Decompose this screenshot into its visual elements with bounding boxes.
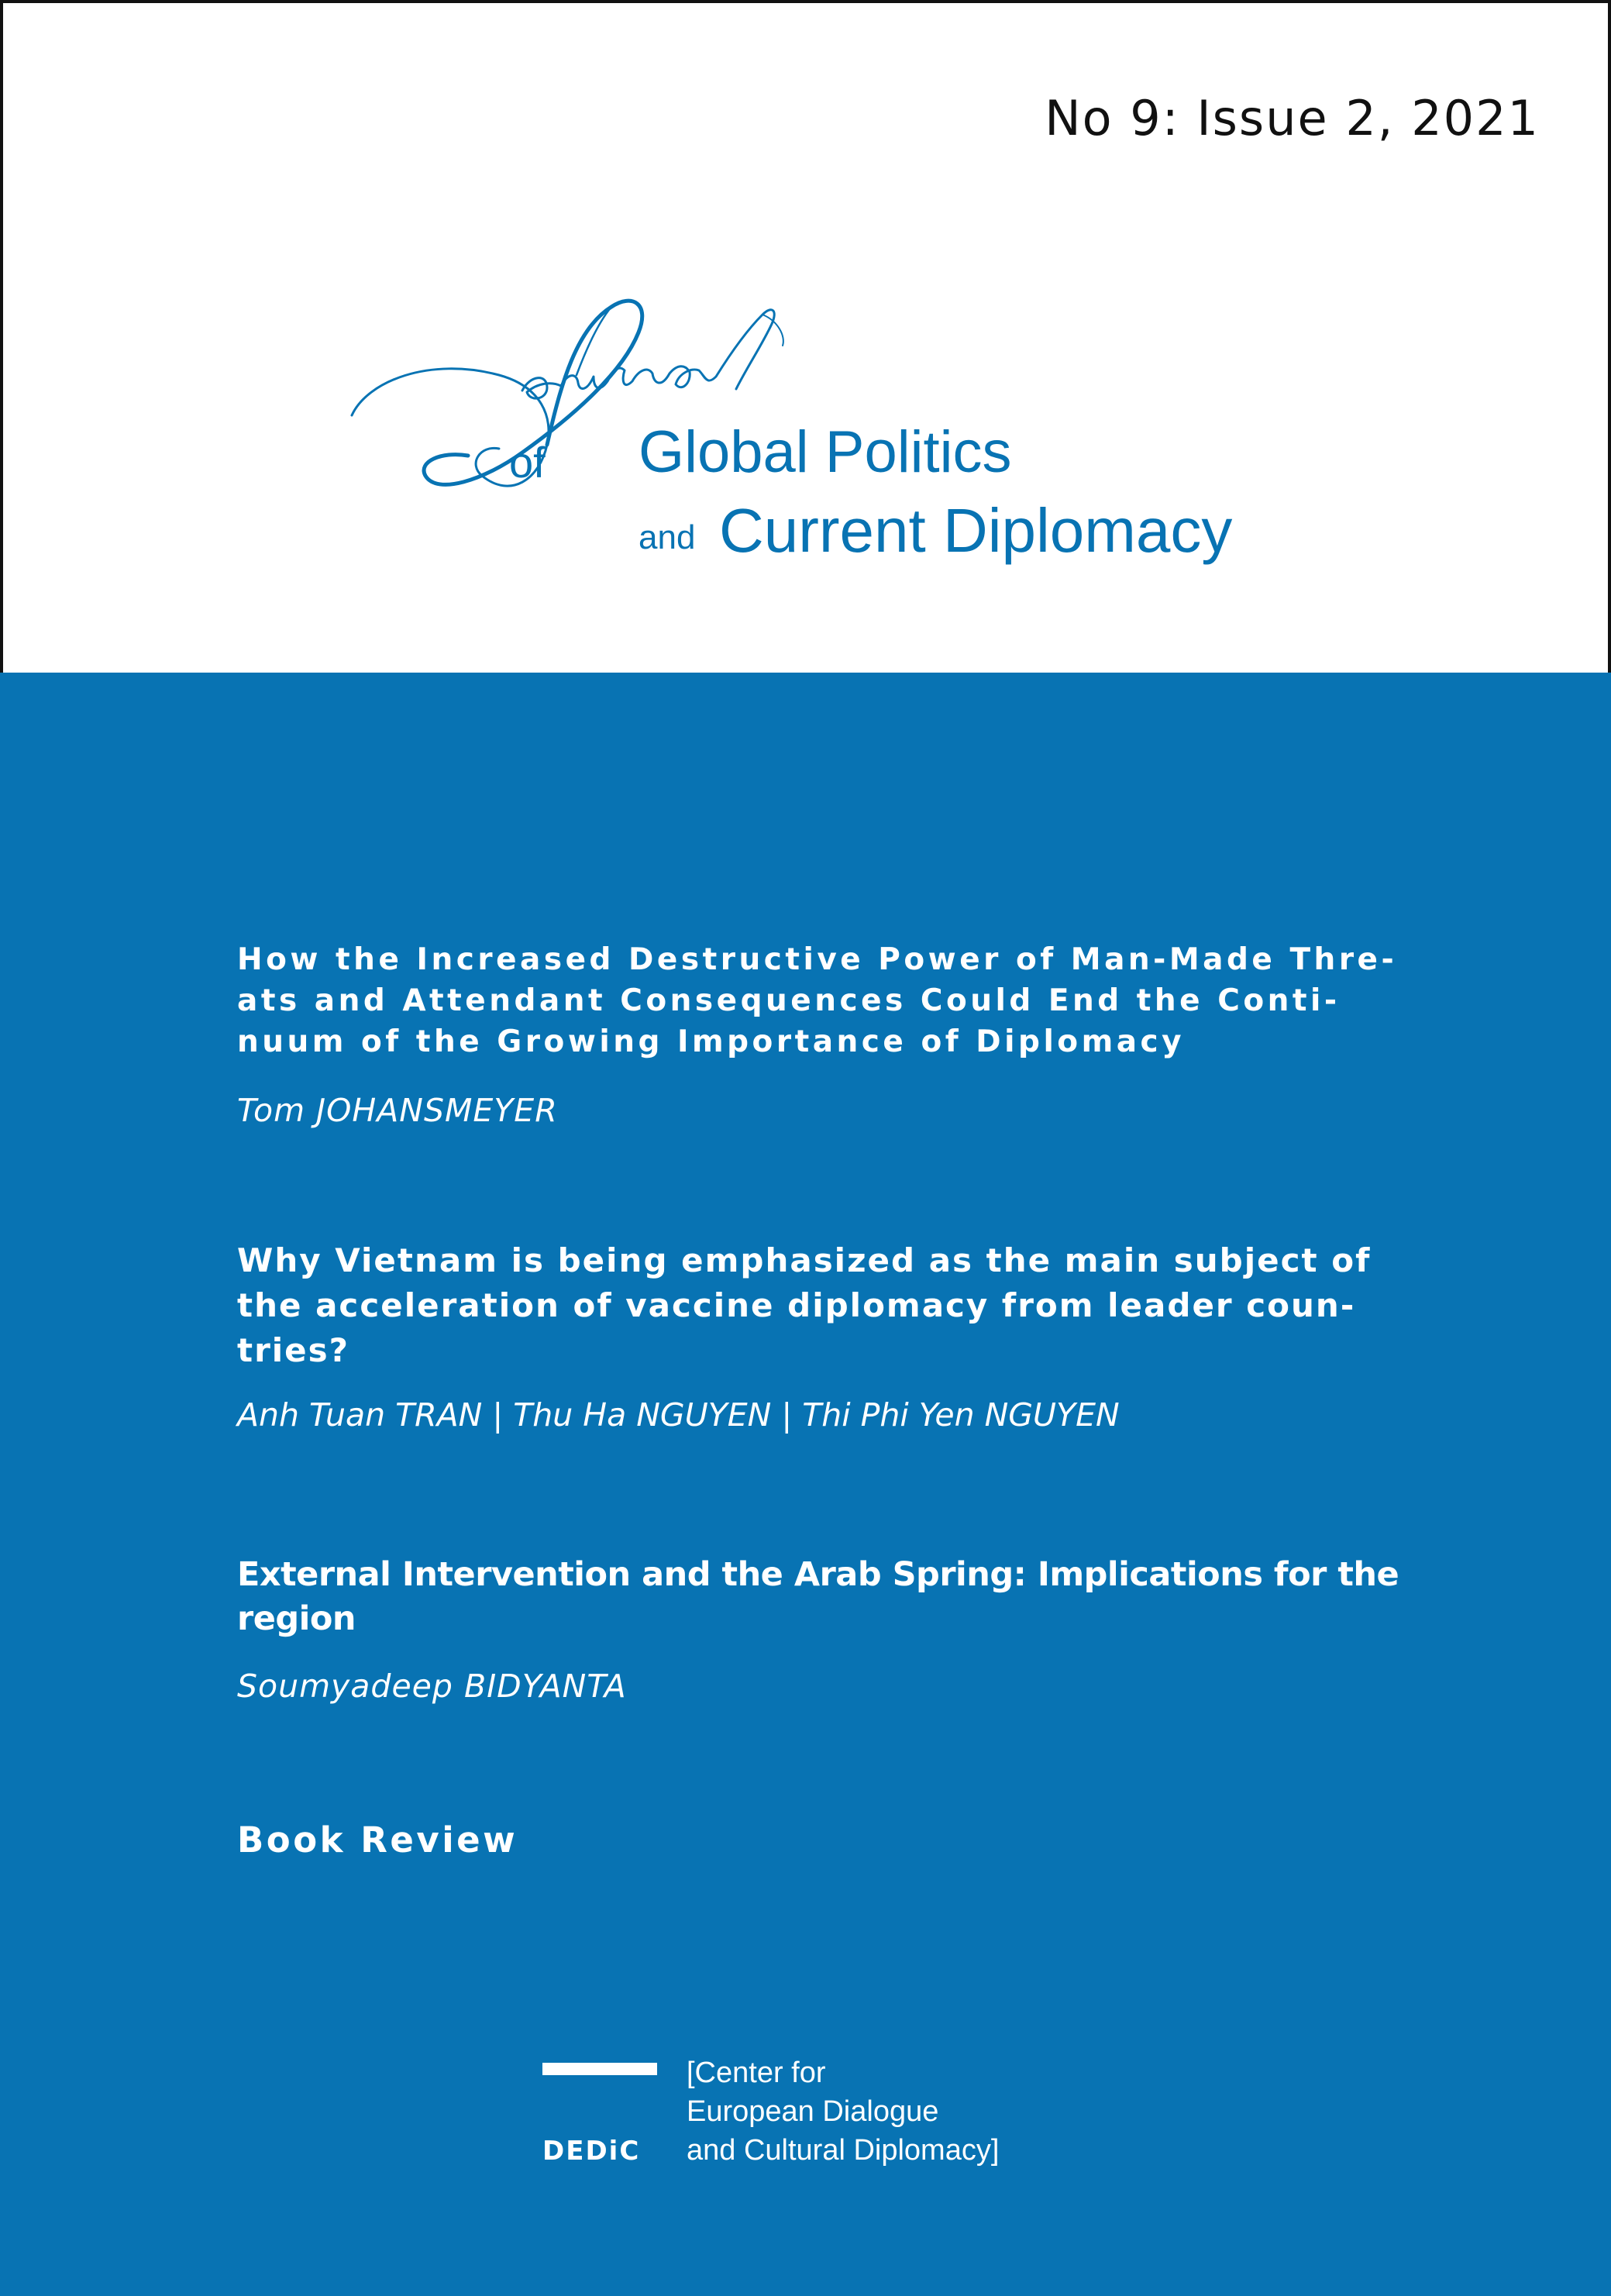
book-review-section	[237, 1819, 1399, 1861]
journal-title-line1: Global Politics	[639, 419, 1012, 485]
cover-header	[0, 0, 1611, 673]
contents-panel	[0, 673, 1611, 2296]
article-2	[237, 1238, 1399, 1434]
article-3	[237, 1553, 1399, 1705]
article-title: External Intervention and the Arab Spring: Implications for the region	[237, 1555, 1399, 1638]
journal-title-line2: Current Diplomacy	[719, 496, 1233, 565]
book-review-heading: Book Review	[237, 1819, 518, 1861]
publisher-logo-text: DEDiC	[542, 2136, 641, 2167]
publisher-name-line: and Cultural Diplomacy]	[687, 2134, 1000, 2167]
publisher-name-line: European Dialogue	[687, 2095, 939, 2128]
article-1	[237, 939, 1399, 1129]
article-title: How the Increased Destructive Power of Man-Made Thre-ats and Attendant Consequences Could End the Conti-nuum of the Growing Importance of Diplomacy	[237, 942, 1398, 1059]
logo-and: and	[639, 518, 696, 556]
journal-logo	[344, 290, 1305, 577]
issue-label: No 9: Issue 2, 2021	[1045, 90, 1540, 146]
article-authors: Tom JOHANSMEYER	[237, 1092, 558, 1129]
article-title: Why Vietnam is being emphasized as the main subject of the acceleration of vaccine diplomacy from leader coun-tries?	[237, 1241, 1372, 1369]
publisher-logo-bar	[542, 2063, 657, 2075]
article-authors: Anh Tuan TRAN | Thu Ha NGUYEN | Thi Phi Yen NGUYEN	[237, 1396, 1120, 1434]
script-ournal	[522, 310, 774, 398]
publisher-name-line: [Center for	[687, 2057, 826, 2089]
publisher-footer	[542, 2053, 1240, 2177]
logo-of: of	[509, 438, 546, 487]
publisher-name	[687, 2053, 999, 2170]
article-authors: Soumyadeep BIDYANTA	[237, 1668, 627, 1705]
